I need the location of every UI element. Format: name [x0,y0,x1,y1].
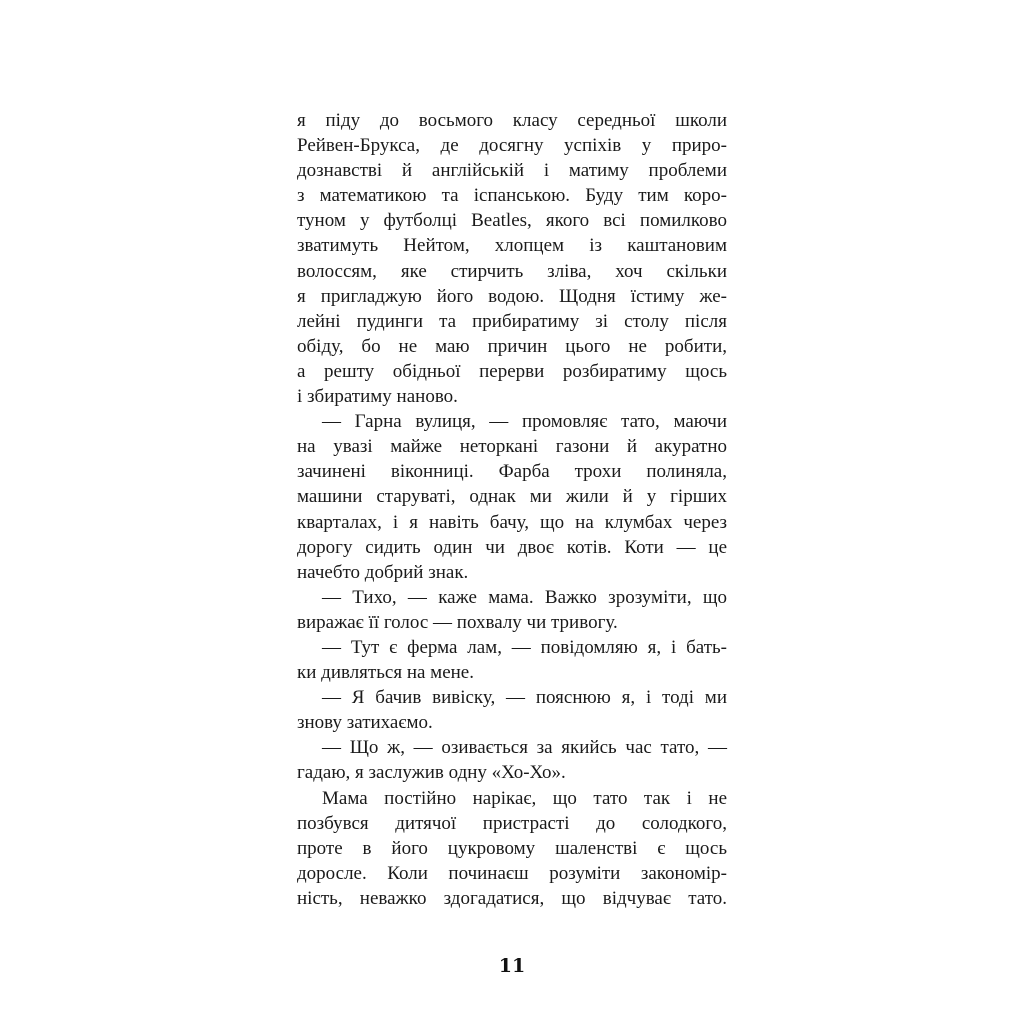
text-line: з математикою та іспанською. Буду тим коро- [297,185,727,207]
text-line: машини старуваті, однак ми жили й у гірших [297,486,727,508]
text-line: Мама постійно нарікає, що тато так і не [322,787,727,809]
text-line: я піду до восьмого класу середньої школи [297,110,727,131]
text-line: Рейвен-Брукса, де досягну успіхів у приро- [297,135,727,157]
text-line: а решту обідньої перерви розбиратиму щось [297,360,727,382]
text-line: доросле. Коли починаєш розуміти закономір- [297,862,727,884]
text-line: проте в його цукровому шаленстві є щось [297,837,727,859]
text-line: — Гарна вулиця, — промовляє тато, маючи [322,411,727,433]
text-line: я пригладжую його водою. Щодня їстиму же- [297,285,727,307]
text-line: — Що ж, — озивається за якийсь час тато, — [322,737,727,759]
text-line: позбувся дитячої пристрасті до солодкого, [297,812,727,834]
text-line: ки дивляться на мене. [297,662,474,684]
text-line: начебто добрий знак. [297,561,469,583]
text-line: — Я бачив вивіску, — пояснюю я, і тоді ми [322,687,727,709]
text-line: на увазі майже неторкані газони й акуратно [297,436,727,458]
text-line: волоссям, яке стирчить зліва, хоч скільки [297,260,727,282]
text-line: зачинені віконниці. Фарба трохи полиняла, [297,461,727,483]
text-line: і збиратиму наново. [297,386,458,408]
text-line: обіду, бо не маю причин цього не робити, [297,335,727,357]
text-line: — Тут є ферма лам, — повідомляю я, і бать- [322,636,727,658]
text-line: лейні пудинги та прибиратиму зі столу після [297,310,727,332]
text-line: — Тихо, — каже мама. Важко зрозуміти, що [322,586,727,608]
text-line: зватимуть Нейтом, хлопцем із каштановим [297,235,727,257]
text-line: виражає її голос — похвалу чи тривогу. [297,611,618,633]
text-line: ність, неважко здогадатися, що відчуває тато. [297,887,727,909]
body-text [297,108,727,911]
text-line: дорогу сидить один чи двоє котів. Коти — це [297,536,727,558]
text-line: дознавстві й англійській і матиму проблеми [297,160,727,182]
page-number: 11 [498,955,526,977]
text-line: гадаю, я заслужив одну «Хо-Хо». [297,762,566,784]
text-line: кварталах, і я навіть бачу, що на клумбах через [297,511,727,533]
text-line: туном у футболці Beatles, якого всі помилково [297,210,727,232]
text-line: знову затихаємо. [297,712,433,734]
